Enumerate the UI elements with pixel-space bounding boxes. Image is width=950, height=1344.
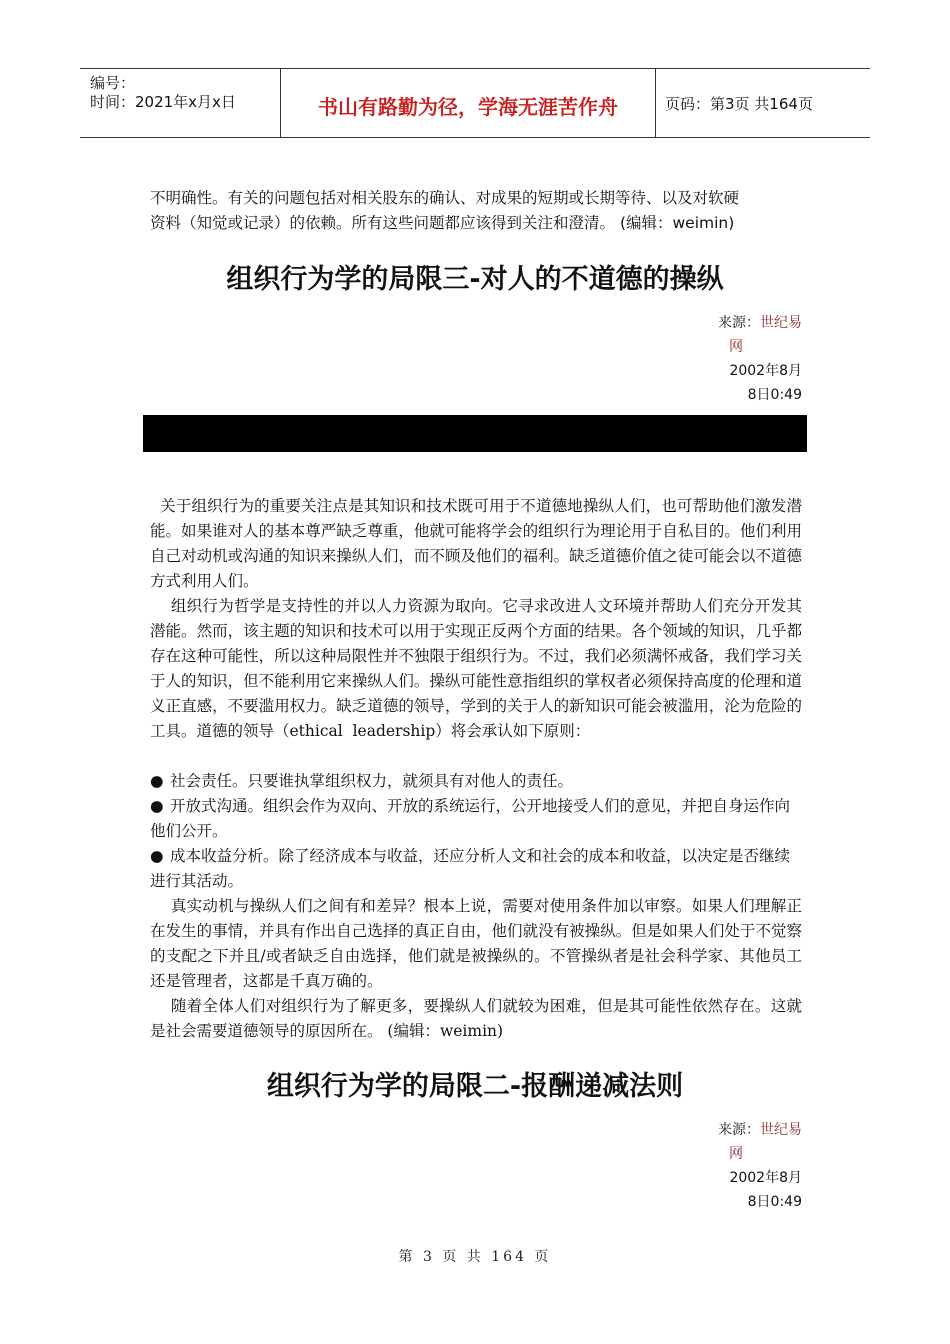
- article2-date-2: 8日0:49: [747, 1194, 802, 1210]
- intro-line-2-text: 资料（知觉或记录）的依赖。所有这些问题都应该得到关注和澄清。: [150, 214, 616, 232]
- intro-line-2: [150, 211, 802, 236]
- bullet-text: 开放式沟通。组织会作为双向、开放的系统运行，公开地接受人们的意见，并把自身运作向他们公开。: [150, 797, 791, 840]
- bullet-item-2: [150, 794, 802, 844]
- bullet-dot: ●: [150, 847, 164, 865]
- bullet-text: 社会责任。只要谁执掌组织权力，就须具有对他人的责任。: [170, 772, 574, 790]
- article1-title: 组织行为学的局限三-对人的不道德的操纵: [226, 264, 724, 295]
- article1-source-name[interactable]: 世纪易: [760, 315, 802, 331]
- page-footer: 第 3 页 共 164 页: [398, 1249, 552, 1265]
- article2-source-name[interactable]: 世纪易: [760, 1122, 802, 1138]
- bullet-dot: ●: [150, 772, 164, 790]
- bullet-item-1: [150, 769, 802, 794]
- black-banner: [143, 415, 807, 452]
- article1-source-name-cont[interactable]: 网: [729, 339, 743, 355]
- article1-paragraph-4: 随着全体人们对组织行为了解更多，要操纵人们就较为困难，但是其可能性依然存在。这就是社会需要道德领导的原因所在。 (编辑：weimin): [150, 997, 802, 1040]
- motto: 书山有路勤为径，学海无涯苦作舟: [318, 95, 618, 119]
- header-left-cell: [80, 69, 280, 137]
- page-header: [80, 68, 870, 138]
- article1-paragraph-1: 关于组织行为的重要关注点是其知识和技术既可用于不道德地操纵人们，也可帮助他们激发潜能。如果谁对人的基本尊严缺乏尊重，他就可能将学会的组织行为理论用于自私目的。他们利用自己对动机或沟通的知识来操纵人们，而不顾及他们的福利。缺乏道德价值之徒可能会以不道德方式利用人们。: [150, 497, 802, 590]
- article1-date-2: 8日0:49: [747, 387, 802, 403]
- article2-meta: [700, 1118, 802, 1214]
- article1-meta: [700, 311, 802, 407]
- bullet-text: 成本收益分析。除了经济成本与收益，还应分析人文和社会的成本和收益，以决定是否继续进行其活动。: [150, 847, 791, 890]
- article2-source-name-cont[interactable]: 网: [729, 1146, 743, 1162]
- bullet-item-3: [150, 844, 802, 894]
- time-label: 时间：2021年x月x日: [90, 93, 236, 111]
- header-right-cell: [655, 69, 870, 137]
- number-label: 编号：: [90, 74, 136, 92]
- intro-paragraph: [150, 186, 802, 236]
- article2-source-label: 来源：: [718, 1122, 760, 1138]
- article1-paragraph-2: 组织行为哲学是支持性的并以人力资源为取向。它寻求改进人文环境并帮助人们充分开发其潜能。然而，该主题的知识和技术可以用于实现正反两个方面的结果。各个领域的知识，几乎都存在这种可能性，所以这种局限性并不独限于组织行为。不过，我们必须满怀戒备，我们学习关于人的知识，但不能利用它来操纵人们。操纵可能性意指组织的掌权者必须保持高度的伦理和道义正直感，不要滥用权力。缺乏道德的领导，学到的关于人的新知识可能会被滥用，沦为危险的工具。道德的领导（ethical leadership）将会承认如下原则：: [150, 597, 802, 740]
- header-center-cell: [280, 69, 656, 137]
- bullet-dot: ●: [150, 797, 164, 815]
- article1-date-1: 2002年8月: [729, 363, 802, 379]
- article1-source-label: 来源：: [718, 315, 760, 331]
- article2-title: 组织行为学的局限二-报酬递减法则: [266, 1071, 684, 1102]
- intro-editor-note: (编辑：weimin): [615, 214, 735, 232]
- article1-paragraph-3: 真实动机与操纵人们之间有和差异？根本上说，需要对使用条件加以审察。如果人们理解正在发生的事情，并具有作出自己选择的真正自由，他们就没有被操纵。但是如果人们处于不觉察的支配之下并且/或者缺乏自由选择，他们就是被操纵的。不管操纵者是社会科学家、其他员工还是管理者，这都是千真万确的。: [150, 897, 802, 990]
- intro-line-1: 不明确性。有关的问题包括对相关股东的确认、对成果的短期或长期等待、以及对软硬: [150, 189, 740, 207]
- page-info: 页码：第3页 共164页: [665, 95, 813, 113]
- article2-date-1: 2002年8月: [729, 1170, 802, 1186]
